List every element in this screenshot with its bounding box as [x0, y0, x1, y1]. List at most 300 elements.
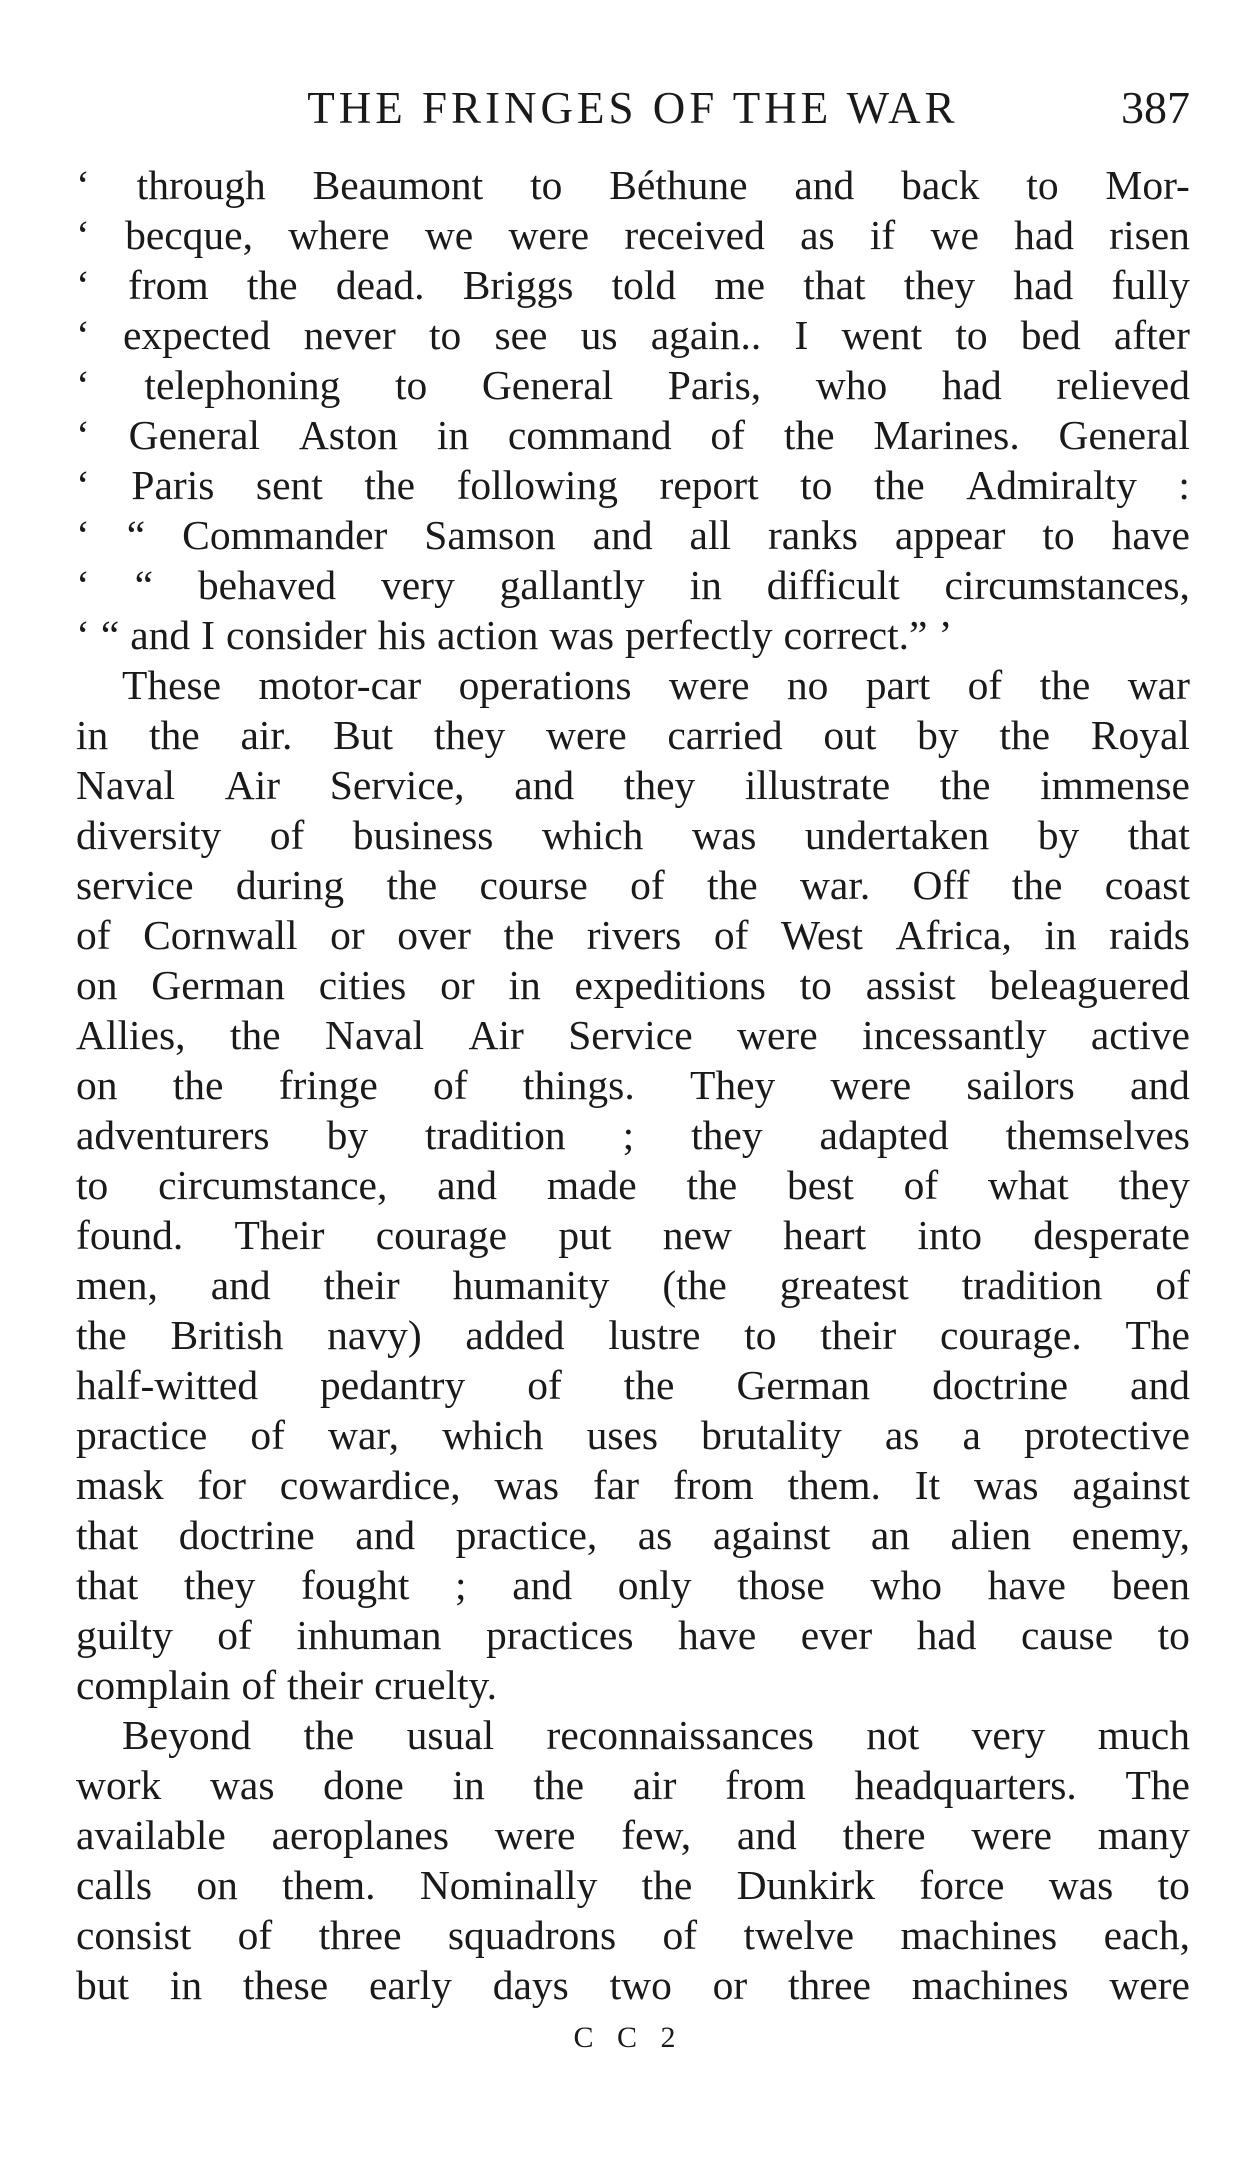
word: ranks [767, 512, 858, 558]
word: Aston [298, 412, 398, 458]
word: courage. [939, 1312, 1082, 1358]
word: those [737, 1562, 825, 1608]
word: their [323, 1262, 400, 1308]
word: where [288, 212, 390, 258]
word: humanity [452, 1262, 610, 1308]
word: as [800, 212, 835, 258]
word: the [246, 262, 298, 308]
word: added [465, 1312, 565, 1358]
word: air [632, 1762, 677, 1808]
word: sent [255, 462, 323, 508]
word: of [710, 412, 745, 458]
word: expeditions [574, 962, 766, 1008]
word: I [794, 312, 809, 358]
text-line [76, 710, 1190, 760]
word: circumstances, [944, 562, 1190, 608]
text-line [76, 360, 1190, 410]
word: done [323, 1762, 404, 1808]
word: work [76, 1762, 162, 1808]
word: out [823, 712, 877, 758]
text-line [76, 410, 1190, 460]
word: they [183, 1562, 256, 1608]
word: by [1037, 812, 1080, 858]
word: the [623, 1362, 675, 1408]
word: cowardice, [279, 1462, 461, 1508]
word: the [229, 1012, 281, 1058]
word: on [76, 962, 118, 1008]
word: of [241, 1662, 277, 1708]
word: in [1044, 912, 1077, 958]
text-line [76, 1210, 1190, 1260]
word: many [1097, 1812, 1190, 1858]
text-line [76, 1660, 1190, 1710]
word: far [592, 1462, 640, 1508]
word: doctrine [178, 1512, 315, 1558]
word: was [494, 1462, 560, 1508]
word: ‘ [76, 212, 90, 258]
word: during [235, 862, 345, 908]
word: Their [234, 1212, 325, 1258]
word: which [442, 1412, 544, 1458]
word: Paris [131, 462, 215, 508]
word: Off [912, 862, 970, 908]
word: were [668, 662, 750, 708]
word: “ [100, 612, 120, 658]
word: “ [126, 512, 146, 558]
word: These [122, 662, 222, 708]
word: ‘ [76, 462, 90, 508]
word: the [873, 462, 925, 508]
word: correct.” [783, 612, 928, 658]
word: dead. [335, 262, 425, 308]
word: inhuman [296, 1612, 442, 1658]
signature-mark: C C 2 [573, 2021, 684, 2054]
word: and [512, 1562, 573, 1608]
text-line [76, 560, 1190, 610]
word: German [736, 1362, 871, 1408]
word: motor-car [258, 662, 422, 708]
word: from [725, 1762, 806, 1808]
word: ‘ [76, 612, 90, 658]
word: ‘ [76, 512, 90, 558]
word: of [237, 1912, 273, 1958]
word: fully [1111, 262, 1190, 308]
word: was [974, 1462, 1039, 1508]
word: went [841, 312, 923, 358]
word: immense [1040, 762, 1190, 808]
word: ; [622, 1112, 635, 1158]
word: much [1097, 1712, 1190, 1758]
word: ‘ [76, 362, 90, 408]
word: diversity [76, 812, 222, 858]
word: if [869, 212, 896, 258]
word: the [503, 912, 555, 958]
word: of [527, 1362, 562, 1408]
word: and [1130, 1362, 1190, 1408]
word: Briggs [462, 262, 574, 308]
word: alien [950, 1512, 1032, 1558]
word: they [433, 712, 506, 758]
word: ‘ [76, 562, 90, 608]
word: beleaguered [989, 962, 1190, 1008]
word: to [76, 1162, 109, 1208]
word: business [352, 812, 494, 858]
word: becque, [125, 212, 253, 258]
word: on [76, 1062, 118, 1108]
text-line [76, 760, 1190, 810]
text-line [76, 1310, 1190, 1360]
word: active [1090, 1012, 1190, 1058]
word: bed [1020, 312, 1081, 358]
word: air. [240, 712, 293, 758]
word: difficult [766, 562, 900, 608]
word: Air [468, 1012, 524, 1058]
text-line [76, 310, 1190, 360]
word: have [987, 1562, 1066, 1608]
text-line [76, 1810, 1190, 1860]
word: and [355, 1512, 416, 1558]
word: the [1011, 862, 1063, 908]
word: machines [911, 1962, 1069, 2008]
word: as [637, 1512, 673, 1558]
word: as [884, 1412, 920, 1458]
word: early [368, 1962, 452, 2008]
word: they [623, 762, 696, 808]
word: carried [667, 712, 783, 758]
word: have [1111, 512, 1190, 558]
word: Air [224, 762, 281, 808]
word: were [546, 712, 627, 758]
word: in [169, 1962, 203, 2008]
word: the [76, 1312, 127, 1358]
word: Africa, [895, 912, 1012, 958]
word: course [479, 862, 588, 908]
word: to [744, 1312, 777, 1358]
text-line [76, 1110, 1190, 1160]
word: who [815, 362, 888, 408]
word: or [712, 1962, 748, 2008]
word: The [1125, 1762, 1190, 1808]
word: of [250, 1412, 285, 1458]
text-line [76, 1260, 1190, 1310]
word: against [1072, 1462, 1190, 1508]
word: and [736, 1812, 797, 1858]
word: British [170, 1312, 284, 1358]
word: men, [76, 1262, 158, 1308]
word: of [713, 912, 749, 958]
word: into [917, 1212, 982, 1258]
text-line [76, 1510, 1190, 1560]
word: I [201, 612, 215, 658]
text-line [76, 1460, 1190, 1510]
text-line [76, 1860, 1190, 1910]
word: to [799, 962, 832, 1008]
text-line [76, 1710, 1190, 1760]
word: tradition [961, 1262, 1103, 1308]
text-line [76, 1160, 1190, 1210]
word: ‘ [76, 312, 90, 358]
word: not [866, 1712, 920, 1758]
text-line [76, 660, 1190, 710]
word: following [456, 462, 618, 508]
word: reconnaissances [546, 1712, 814, 1758]
word: of [433, 1062, 468, 1108]
word: cities [318, 962, 407, 1008]
word: very [971, 1712, 1046, 1758]
word: gallantly [499, 562, 645, 608]
word: ‘ [76, 412, 90, 458]
word: on [196, 1862, 238, 1908]
word: to [394, 362, 428, 408]
text-line [76, 1410, 1190, 1460]
word: ; [455, 1562, 467, 1608]
word: best [786, 1162, 854, 1208]
word: force [919, 1862, 1005, 1908]
word: tradition [425, 1112, 566, 1158]
word: that [76, 1512, 139, 1558]
word: had [941, 362, 1002, 408]
word: the [533, 1762, 585, 1808]
word: of [967, 662, 1003, 708]
text-line [76, 610, 1190, 660]
word: their [287, 1662, 364, 1708]
word: cruelty. [374, 1662, 497, 1708]
word: they [903, 262, 976, 308]
word: undertaken [804, 812, 990, 858]
word: the [999, 712, 1051, 758]
word: have [677, 1612, 757, 1658]
running-title: THE FRINGES OF THE WAR [307, 83, 959, 133]
word: rivers [586, 912, 682, 958]
word: to [800, 462, 833, 508]
word: enemy, [1071, 1512, 1190, 1558]
text-line [76, 1360, 1190, 1410]
word: assist [865, 962, 956, 1008]
word: and [210, 1262, 271, 1308]
word: we [930, 212, 979, 258]
word: which [541, 812, 644, 858]
word: sailors [966, 1062, 1075, 1108]
word: Admiralty [966, 462, 1137, 508]
word: Naval [325, 1012, 425, 1058]
text-line [76, 1960, 1190, 2010]
word: for [197, 1462, 246, 1508]
word: who [870, 1562, 942, 1608]
text-line [76, 1560, 1190, 1610]
word: mask [76, 1462, 164, 1508]
word: three [318, 1912, 402, 1958]
word: consider [226, 612, 367, 658]
word: practice [76, 1412, 208, 1458]
word: was [549, 612, 614, 658]
text-line [76, 210, 1190, 260]
word: adventurers [76, 1112, 270, 1158]
word: (the [662, 1262, 727, 1308]
word: incessantly [862, 1012, 1047, 1058]
word: that [76, 1562, 139, 1608]
word: to [1026, 162, 1059, 208]
word: brutality [701, 1412, 842, 1458]
word: was [209, 1762, 275, 1808]
word: and [592, 512, 653, 558]
word: appear [894, 512, 1006, 558]
word: new [662, 1212, 732, 1258]
word: circumstance, [158, 1162, 388, 1208]
word: that [1127, 812, 1190, 858]
word: against [712, 1512, 831, 1558]
word: greatest [779, 1262, 909, 1308]
word: Royal [1090, 712, 1190, 758]
word: complain [76, 1662, 231, 1708]
word: no [786, 662, 829, 708]
word: made [546, 1162, 637, 1208]
word: service [76, 862, 194, 908]
word: aeroplanes [271, 1812, 449, 1858]
word: the [641, 1862, 693, 1908]
word: and [794, 162, 855, 208]
word: Commander [182, 512, 388, 558]
word: lustre [608, 1312, 701, 1358]
word: their [820, 1312, 897, 1358]
word: themselves [1005, 1112, 1190, 1158]
word: an [870, 1512, 911, 1558]
word: and [130, 612, 191, 658]
word: the [364, 462, 416, 508]
word: adapted [819, 1112, 949, 1158]
word: pedantry [320, 1362, 466, 1408]
word: Mor- [1105, 162, 1190, 208]
word: half-witted [76, 1362, 259, 1408]
word: to [1042, 512, 1075, 558]
text-line [76, 910, 1190, 960]
text-line [76, 960, 1190, 1010]
word: were [830, 1062, 912, 1108]
text-line [76, 1760, 1190, 1810]
word: General [481, 362, 614, 408]
word: Beyond [122, 1712, 252, 1758]
word: telephoning [144, 362, 341, 408]
body-text [76, 160, 1190, 2010]
word: uses [586, 1412, 659, 1458]
word: the [783, 412, 835, 458]
word: consist [76, 1912, 192, 1958]
word: in [452, 1762, 485, 1808]
word: cause [1020, 1612, 1114, 1658]
word: two [609, 1962, 672, 2008]
word: that [803, 262, 866, 308]
word: fringe [278, 1062, 378, 1108]
word: or [440, 962, 475, 1008]
word: was [691, 812, 757, 858]
word: ’ [938, 612, 953, 658]
word: fought [301, 1562, 410, 1608]
word: over [397, 912, 471, 958]
word: the [1039, 662, 1091, 708]
word: action [437, 612, 539, 658]
word: heart [783, 1212, 867, 1258]
word: to [530, 162, 563, 208]
word: had [1014, 212, 1075, 258]
word: General [128, 412, 260, 458]
word: to [955, 312, 988, 358]
word: Paris, [667, 362, 762, 408]
word: Allies, [76, 1012, 186, 1058]
word: they [1118, 1162, 1190, 1208]
word: illustrate [744, 762, 891, 808]
word: were [1109, 1962, 1190, 2008]
word: to [428, 312, 462, 358]
word: again.. [650, 312, 762, 358]
word: told [611, 262, 677, 308]
word: his [377, 612, 427, 658]
word: us [580, 312, 618, 358]
word: the [172, 1062, 224, 1108]
word: machines [900, 1912, 1058, 1958]
word: raids [1109, 912, 1190, 958]
word: the [706, 862, 758, 908]
word: of [217, 1612, 252, 1658]
word: a [962, 1412, 981, 1458]
word: in [76, 712, 109, 758]
word: Dunkirk [736, 1862, 875, 1908]
word: were [508, 212, 590, 258]
running-head [76, 78, 1190, 138]
word: after [1113, 312, 1190, 358]
word: put [558, 1212, 612, 1258]
word: war [1127, 662, 1190, 708]
word: and [1130, 1062, 1190, 1108]
word: only [617, 1562, 692, 1608]
word: doctrine [932, 1362, 1069, 1408]
word: They [689, 1062, 776, 1108]
word: of [1155, 1262, 1190, 1308]
word: Beaumont [312, 162, 484, 208]
word: by [326, 1112, 369, 1158]
word: they [691, 1112, 763, 1158]
word: few, [621, 1812, 692, 1858]
word: the [386, 862, 438, 908]
word: Service, [329, 762, 465, 808]
word: “ [134, 562, 154, 608]
word: ‘ [76, 262, 90, 308]
word: things. [522, 1062, 635, 1108]
word: the [939, 762, 991, 808]
text-line [76, 1060, 1190, 1110]
text-line [76, 260, 1190, 310]
text-line [76, 1610, 1190, 1660]
word: war. [799, 862, 871, 908]
word: in [508, 962, 541, 1008]
word: West [780, 912, 863, 958]
word: navy) [327, 1312, 422, 1358]
word: received [624, 212, 765, 258]
word: these [242, 1962, 329, 2008]
word: through [136, 162, 266, 208]
word: had [1013, 262, 1074, 308]
word: command [507, 412, 672, 458]
word: in [436, 412, 470, 458]
word: perfectly [624, 612, 773, 658]
word: been [1111, 1562, 1190, 1608]
word: back [901, 162, 980, 208]
text-line [76, 1910, 1190, 1960]
word: calls [76, 1862, 153, 1908]
word: three [788, 1962, 871, 2008]
word: them. [787, 1462, 881, 1508]
word: from [672, 1462, 754, 1508]
word: ever [800, 1612, 873, 1658]
word: expected [123, 312, 271, 358]
